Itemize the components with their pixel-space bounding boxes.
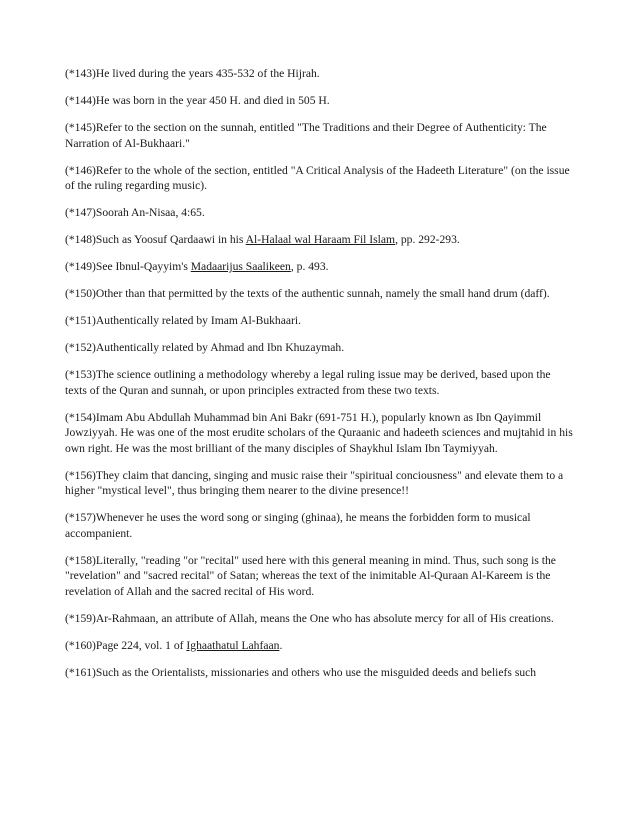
footnote-154: (*154)Imam Abu Abdullah Muhammad bin Ani Bakr (691-751 H.), popularly known as Ibn Qayimmil Jowziyyah. He was one of the most erudite scholars of the Quraanic and hadeeth sciences and mujtahid in his own right. He was the most brilliant of the many disciples of Shaykhul Islam Ibn Taymiyyah. xyxy=(65,410,573,455)
footnote-151: (*151)Authentically related by Imam Al-Bukhaari. xyxy=(65,314,301,327)
footnote-160: (*160)Page 224, vol. 1 of Ighaathatul Lahfaan. xyxy=(65,638,283,652)
footnote-153: (*153)The science outlining a methodology whereby a legal ruling issue may be derived, based upon the texts of the Quran and sunnah, or upon principles extracted from these two texts. xyxy=(65,368,551,397)
footnote-152: (*152)Authentically related by Ahmad and Ibn Khuzaymah. xyxy=(65,341,345,354)
footnote-143: (*143)He lived during the years 435-532 of the Hijrah. xyxy=(65,67,320,80)
footnote-148: (*148)Such as Yoosuf Qardaawi in his Al-Halaal wal Haraam Fil Islam, pp. 292-293. xyxy=(65,233,460,246)
footnote-156: (*156)They claim that dancing, singing and music raise their "spiritual conciousness" and elevate them to a higher "mystical level", thus bringing them nearer to the divine presence!! xyxy=(65,468,564,497)
footnote-159: (*159)Ar-Rahmaan, an attribute of Allah, means the One who has absolute mercy for all of His creations. xyxy=(65,611,554,625)
footnote-145: (*145)Refer to the section on the sunnah, entitled "The Traditions and their Degree of Authenticity: The Narration of Al-Bukhaari." xyxy=(65,121,547,150)
footnote-161: (*161)Such as the Orientalists, missionaries and others who use the misguided deeds and beliefs such xyxy=(65,665,537,679)
footnote-149: (*149)See Ibnul-Qayyim's Madaarijus Saalikeen, p. 493. xyxy=(65,260,329,273)
footnotes-page xyxy=(65,66,575,692)
footnote-144: (*144)He was born in the year 450 H. and died in 505 H. xyxy=(65,94,330,107)
book-title-link[interactable]: Ighaathatul Lahfaan xyxy=(186,638,280,652)
footnote-150: (*150)Other than that permitted by the texts of the authentic sunnah, namely the small hand drum (daff). xyxy=(65,287,550,300)
book-title-link[interactable]: Al-Halaal wal Haraam Fil Islam xyxy=(245,233,396,246)
book-title-link[interactable]: Madaarijus Saalikeen xyxy=(190,260,291,273)
footnote-146: (*146)Refer to the whole of the section, entitled "A Critical Analysis of the Hadeeth Literature" (on the issue of the ruling regarding music). xyxy=(65,163,570,192)
footnote-157: (*157)Whenever he uses the word song or singing (ghinaa), he means the forbidden form to musical accompanient. xyxy=(65,511,531,540)
footnote-158: (*158)Literally, "reading "or "recital" used here with this general meaning in mind. Thus, such song is the "revelation" and "sacred recital" of Satan; whereas the text of the inimitable Al-Quraan Al-Kareem is the revelation of Allah and the sacred recital of His word. xyxy=(65,553,556,598)
footnote-147: (*147)Soorah An-Nisaa, 4:65. xyxy=(65,206,205,219)
